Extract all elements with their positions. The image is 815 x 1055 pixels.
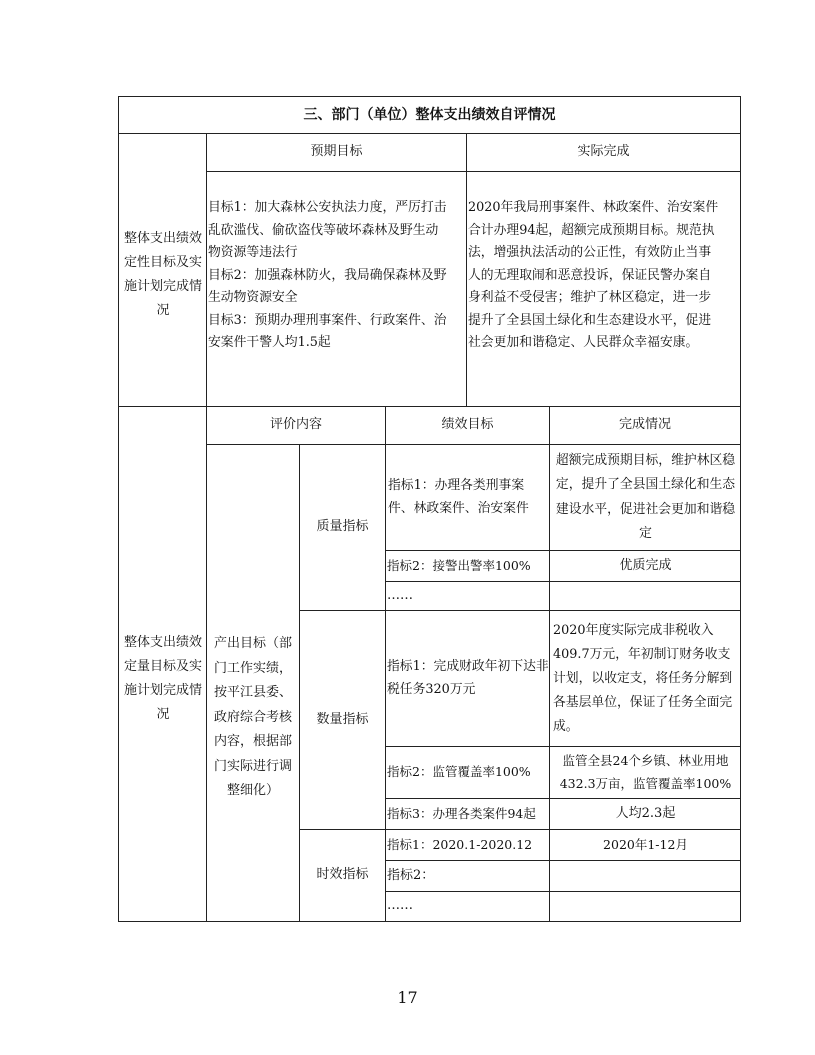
timeliness-row-1-done: 2020年1-12月 <box>603 836 688 852</box>
quantity-row-1-target: 指标1：完成财政年初下达非税任务320万元 <box>387 659 549 697</box>
expected-goals-text: 目标1：加大森林公安执法力度，严厉打击 乱砍滥伐、偷砍盗伐等破坏森林及野生动 物资源等违法行 目标2：加强森林防火，我局确保森林及野 生动物资源安全 目标3：预期办理刑事案件、行政案件、治 安案件干警人均1.5起 <box>208 200 447 350</box>
quantity-row-2-done: 监管全县24个乡镇、林业用地432.3万亩，监管覆盖率100% <box>559 753 732 791</box>
quality-row-3-target: …… <box>387 587 413 603</box>
qualitative-row-label: 整体支出绩效定性目标及实施计划完成情况 <box>123 231 202 318</box>
timeliness-row-2-target: 指标2： <box>387 867 435 883</box>
quality-row-1-done: 超额完成预期目标，维护林区稳定，提升了全县国土绿化和生态建设水平，促进社会更加和谐稳定 <box>555 452 736 541</box>
quality-row-2-target: 指标2：接警出警率100% <box>387 557 531 573</box>
col-header-expected: 预期目标 <box>310 144 363 160</box>
quality-row-3-done <box>551 582 740 610</box>
page-number: 17 <box>397 988 418 1007</box>
quantity-row-2-target: 指标2：监管覆盖率100% <box>387 764 531 780</box>
col-header-done: 完成情况 <box>618 417 671 433</box>
quality-indicator-label: 质量指标 <box>316 519 369 535</box>
col-header-eval: 评价内容 <box>269 417 322 433</box>
timeliness-row-3-done <box>551 892 740 921</box>
timeliness-row-3-target: …… <box>387 898 413 914</box>
quantity-row-3-target: 指标3：办理各类案件94起 <box>387 805 536 821</box>
quality-row-2-done: 优质完成 <box>619 557 672 573</box>
col-header-actual: 实际完成 <box>577 144 630 160</box>
quantity-indicator-label: 数量指标 <box>316 711 369 727</box>
section-title: 三、部门（单位）整体支出绩效自评情况 <box>303 106 556 123</box>
col-header-target: 绩效目标 <box>441 417 494 433</box>
quantity-row-3-done: 人均2.3起 <box>615 805 676 821</box>
timeliness-row-1-target: 指标1：2020.1-2020.12 <box>387 836 533 852</box>
timeliness-indicator-label: 时效指标 <box>316 867 369 883</box>
quality-row-1-target: 指标1：办理各类刑事案件、林政案件、治安案件 <box>388 478 529 516</box>
output-target-label: 产出目标（部门工作实绩，按平江县委、政府综合考核内容，根据部门实际进行调整细化） <box>213 636 292 799</box>
quantitative-row-label: 整体支出绩效定量目标及实施计划完成情况 <box>124 635 203 722</box>
timeliness-row-2-done <box>551 861 740 891</box>
quantity-row-1-done: 2020年度实际完成非税收入409.7万元，年初制订财务收支计划，以收定支，将任务分解到各基层单位，保证了任务全面完成。 <box>553 622 733 734</box>
actual-completion-text: 2020年我局刑事案件、林政案件、治安案件 合计办理94起，超额完成预期目标。规范执 法，增强执法活动的公正性，有效防止当事 人的无理取闹和恶意投诉，保证民警办案自 身利益不受侵害；维护了林区稳定，进一步 提升了全县国土绿化和生态建设水平，促进 社会更加和谐稳定、人民群众幸福安康。 <box>468 200 719 350</box>
